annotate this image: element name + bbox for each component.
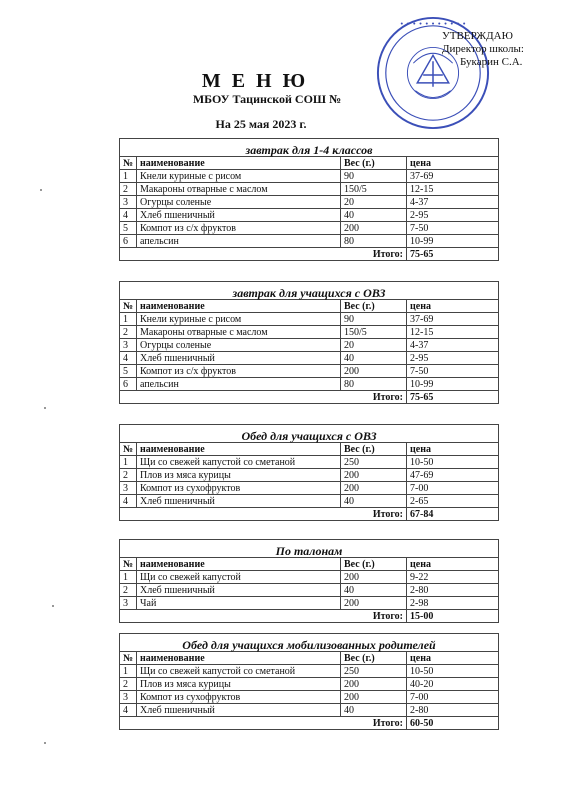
name-cell: Компот из с/х фруктов [137,365,341,378]
col-header-name: наименование [137,443,341,456]
num-cell: 1 [120,456,137,469]
weight-cell: 200 [341,691,407,704]
total-value: 60-50 [407,717,499,730]
menu-section [119,281,499,404]
num-cell: 6 [120,378,137,391]
num-cell: 3 [120,196,137,209]
price-cell: 2-80 [407,704,499,717]
price-cell: 7-00 [407,482,499,495]
table-row [120,469,499,482]
num-cell: 3 [120,482,137,495]
col-header-num: № [120,652,137,665]
name-cell: Хлеб пшеничный [137,704,341,717]
table-row [120,222,499,235]
name-cell: Щи со свежей капустой [137,571,341,584]
name-cell: Кнели куриные с рисом [137,170,341,183]
name-cell: Щи со свежей капустой со сметаной [137,456,341,469]
total-value: 15-00 [407,610,499,623]
name-cell: Хлеб пшеничный [137,584,341,597]
col-header-weight: Вес (г.) [341,300,407,313]
weight-cell: 200 [341,469,407,482]
weight-cell: 200 [341,365,407,378]
table-row [120,209,499,222]
price-cell: 10-50 [407,456,499,469]
num-cell: 4 [120,495,137,508]
price-cell: 37-69 [407,170,499,183]
price-cell: 2-95 [407,352,499,365]
price-cell: 10-99 [407,235,499,248]
price-cell: 4-37 [407,339,499,352]
name-cell: Хлеб пшеничный [137,352,341,365]
price-cell: 47-69 [407,469,499,482]
col-header-weight: Вес (г.) [341,443,407,456]
approval-line-1: УТВЕРЖДАЮ [442,30,513,42]
name-cell: Макароны отварные с маслом [137,326,341,339]
name-cell: Плов из мяса курицы [137,469,341,482]
num-cell: 6 [120,235,137,248]
table-row [120,665,499,678]
num-cell: 2 [120,326,137,339]
name-cell: Компот из с/х фруктов [137,222,341,235]
menu-table [119,557,499,623]
table-row [120,704,499,717]
menu-section [119,138,499,261]
weight-cell: 250 [341,665,407,678]
price-cell: 2-80 [407,584,499,597]
table-header-row [120,558,499,571]
num-cell: 2 [120,469,137,482]
total-label: Итого: [120,610,407,623]
col-header-price: цена [407,300,499,313]
name-cell: Плов из мяса курицы [137,678,341,691]
col-header-price: цена [407,558,499,571]
scan-dot [52,605,54,607]
col-header-weight: Вес (г.) [341,157,407,170]
col-header-num: № [120,558,137,571]
name-cell: апельсин [137,378,341,391]
scan-dot [44,742,46,744]
total-label: Итого: [120,391,407,404]
weight-cell: 80 [341,378,407,391]
total-row [120,391,499,404]
total-row [120,248,499,261]
price-cell: 7-50 [407,365,499,378]
section-title: Обед для учащихся с ОВЗ [119,424,499,442]
name-cell: Огурцы соленые [137,196,341,209]
menu-table [119,299,499,404]
col-header-num: № [120,443,137,456]
table-row [120,571,499,584]
col-header-name: наименование [137,558,341,571]
price-cell: 40-20 [407,678,499,691]
price-cell: 2-98 [407,597,499,610]
table-row [120,170,499,183]
table-row [120,378,499,391]
weight-cell: 40 [341,352,407,365]
price-cell: 12-15 [407,326,499,339]
total-label: Итого: [120,248,407,261]
num-cell: 4 [120,704,137,717]
weight-cell: 250 [341,456,407,469]
weight-cell: 200 [341,597,407,610]
weight-cell: 40 [341,495,407,508]
name-cell: Компот из сухофруктов [137,482,341,495]
num-cell: 3 [120,597,137,610]
svg-text:• • • • • • • • • • •: • • • • • • • • • • • [399,19,467,28]
weight-cell: 20 [341,339,407,352]
total-label: Итого: [120,508,407,521]
col-header-price: цена [407,652,499,665]
weight-cell: 150/5 [341,326,407,339]
num-cell: 4 [120,352,137,365]
weight-cell: 40 [341,584,407,597]
table-row [120,482,499,495]
table-row [120,235,499,248]
name-cell: Огурцы соленые [137,339,341,352]
total-value: 67-84 [407,508,499,521]
name-cell: Щи со свежей капустой со сметаной [137,665,341,678]
num-cell: 1 [120,170,137,183]
num-cell: 2 [120,183,137,196]
weight-cell: 40 [341,209,407,222]
table-row [120,326,499,339]
weight-cell: 80 [341,235,407,248]
section-title: Обед для учащихся мобилизованных родителей [119,633,499,651]
table-row [120,456,499,469]
total-row [120,610,499,623]
weight-cell: 90 [341,170,407,183]
table-row [120,691,499,704]
menu-section [119,539,499,623]
table-row [120,678,499,691]
section-title: завтрак для 1-4 классов [119,138,499,156]
col-header-weight: Вес (г.) [341,558,407,571]
menu-date: На 25 мая 2023 г. [215,117,307,131]
price-cell: 2-65 [407,495,499,508]
table-row [120,339,499,352]
menu-table [119,442,499,521]
num-cell: 2 [120,584,137,597]
school-name: МБОУ Тацинской СОШ № [192,92,342,106]
col-header-name: наименование [137,300,341,313]
table-row [120,597,499,610]
num-cell: 5 [120,222,137,235]
name-cell: Компот из сухофруктов [137,691,341,704]
menu-table [119,156,499,261]
weight-cell: 150/5 [341,183,407,196]
table-row [120,365,499,378]
total-row [120,717,499,730]
table-header-row [120,300,499,313]
col-header-name: наименование [137,157,341,170]
price-cell: 4-37 [407,196,499,209]
weight-cell: 200 [341,571,407,584]
price-cell: 2-95 [407,209,499,222]
price-cell: 9-22 [407,571,499,584]
num-cell: 1 [120,571,137,584]
section-title: завтрак для учащихся с ОВЗ [119,281,499,299]
col-header-price: цена [407,157,499,170]
weight-cell: 200 [341,482,407,495]
section-title: По талонам [119,539,499,557]
menu-table [119,651,499,730]
num-cell: 3 [120,339,137,352]
weight-cell: 20 [341,196,407,209]
name-cell: Кнели куриные с рисом [137,313,341,326]
price-cell: 10-50 [407,665,499,678]
num-cell: 1 [120,313,137,326]
name-cell: Чай [137,597,341,610]
name-cell: Хлеб пшеничный [137,209,341,222]
menu-section [119,424,499,521]
num-cell: 2 [120,678,137,691]
num-cell: 5 [120,365,137,378]
table-row [120,352,499,365]
weight-cell: 40 [341,704,407,717]
approval-block [442,30,524,69]
price-cell: 10-99 [407,378,499,391]
weight-cell: 200 [341,222,407,235]
approval-line-3: Букарин С.А. [460,56,523,68]
col-header-price: цена [407,443,499,456]
price-cell: 7-50 [407,222,499,235]
menu-section [119,633,499,730]
table-header-row [120,652,499,665]
page-title: М Е Н Ю [201,70,309,92]
total-label: Итого: [120,717,407,730]
col-header-num: № [120,157,137,170]
table-row [120,584,499,597]
name-cell: Хлеб пшеничный [137,495,341,508]
name-cell: Макароны отварные с маслом [137,183,341,196]
total-value: 75-65 [407,391,499,404]
total-value: 75-65 [407,248,499,261]
table-row [120,313,499,326]
num-cell: 4 [120,209,137,222]
table-header-row [120,443,499,456]
col-header-num: № [120,300,137,313]
price-cell: 37-69 [407,313,499,326]
price-cell: 7-00 [407,691,499,704]
weight-cell: 200 [341,678,407,691]
num-cell: 3 [120,691,137,704]
table-row [120,196,499,209]
total-row [120,508,499,521]
name-cell: апельсин [137,235,341,248]
num-cell: 1 [120,665,137,678]
price-cell: 12-15 [407,183,499,196]
scan-dot [40,189,42,191]
approval-line-2: Директор школы: [442,43,524,55]
col-header-weight: Вес (г.) [341,652,407,665]
table-row [120,183,499,196]
table-row [120,495,499,508]
weight-cell: 90 [341,313,407,326]
col-header-name: наименование [137,652,341,665]
scan-dot [44,407,46,409]
table-header-row [120,157,499,170]
